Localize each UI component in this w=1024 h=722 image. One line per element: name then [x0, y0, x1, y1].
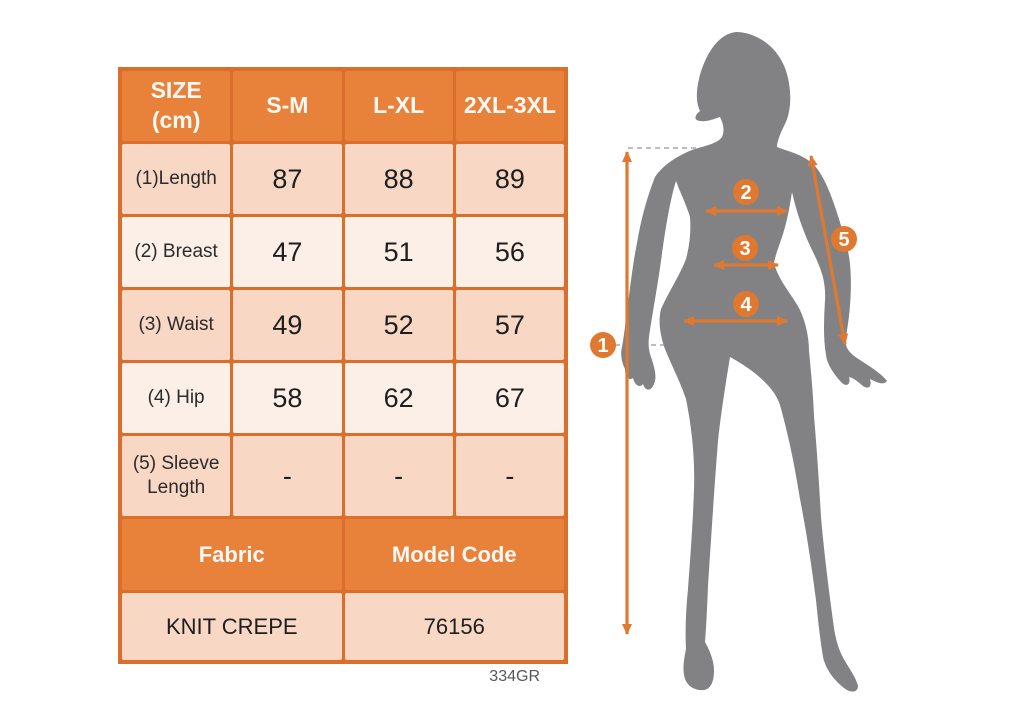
hip-value-s-m: 58	[233, 363, 341, 433]
product-code-footnote: 334GR	[489, 668, 540, 685]
waist-value-s-m: 49	[233, 290, 341, 360]
size-unit-label: (cm)	[151, 107, 201, 133]
size-chart-table	[118, 67, 568, 664]
size-header-label: SIZE	[150, 77, 202, 104]
column-header-2xl-3xl: 2XL-3XL	[456, 71, 564, 141]
length-value-l-xl: 88	[345, 144, 453, 214]
female-body-silhouette	[621, 32, 887, 692]
marker-number-1: 1	[597, 335, 609, 357]
breast-value-2xl-3xl: 56	[456, 217, 564, 287]
sleeve-value-s-m: -	[233, 436, 341, 516]
marker-number-5: 5	[838, 229, 850, 251]
sleeve-value-l-xl: -	[345, 436, 453, 516]
marker-number-2: 2	[740, 182, 752, 204]
waist-value-2xl-3xl: 57	[456, 290, 564, 360]
measure-marker-1	[590, 332, 616, 358]
sleeve-value-2xl-3xl: -	[456, 436, 564, 516]
measurement-figure	[580, 20, 960, 712]
size-unit-header-cell	[122, 71, 230, 141]
breast-value-s-m: 47	[233, 217, 341, 287]
measure-marker-2	[733, 179, 759, 205]
waist-value-l-xl: 52	[345, 290, 453, 360]
hip-value-l-xl: 62	[345, 363, 453, 433]
fabric-header: Fabric	[122, 519, 342, 590]
model-code-value: 76156	[345, 593, 565, 660]
measure-marker-3	[732, 235, 758, 261]
length-value-s-m: 87	[233, 144, 341, 214]
length-value-2xl-3xl: 89	[456, 144, 564, 214]
row-label-waist: (3) Waist	[122, 290, 230, 360]
measure-marker-5	[831, 226, 857, 252]
model-code-header: Model Code	[345, 519, 565, 590]
row-label-length: (1)Length	[122, 144, 230, 214]
measure-marker-4	[733, 291, 759, 317]
row-label-hip: (4) Hip	[122, 363, 230, 433]
column-header-s-m: S-M	[233, 71, 341, 141]
column-header-l-xl: L-XL	[345, 71, 453, 141]
row-label-breast: (2) Breast	[122, 217, 230, 287]
row-label-sleeve-length: (5) Sleeve Length	[122, 436, 230, 516]
fabric-value: KNIT CREPE	[122, 593, 342, 660]
marker-number-3: 3	[739, 238, 751, 260]
breast-value-l-xl: 51	[345, 217, 453, 287]
hip-value-2xl-3xl: 67	[456, 363, 564, 433]
marker-number-4: 4	[740, 294, 752, 316]
